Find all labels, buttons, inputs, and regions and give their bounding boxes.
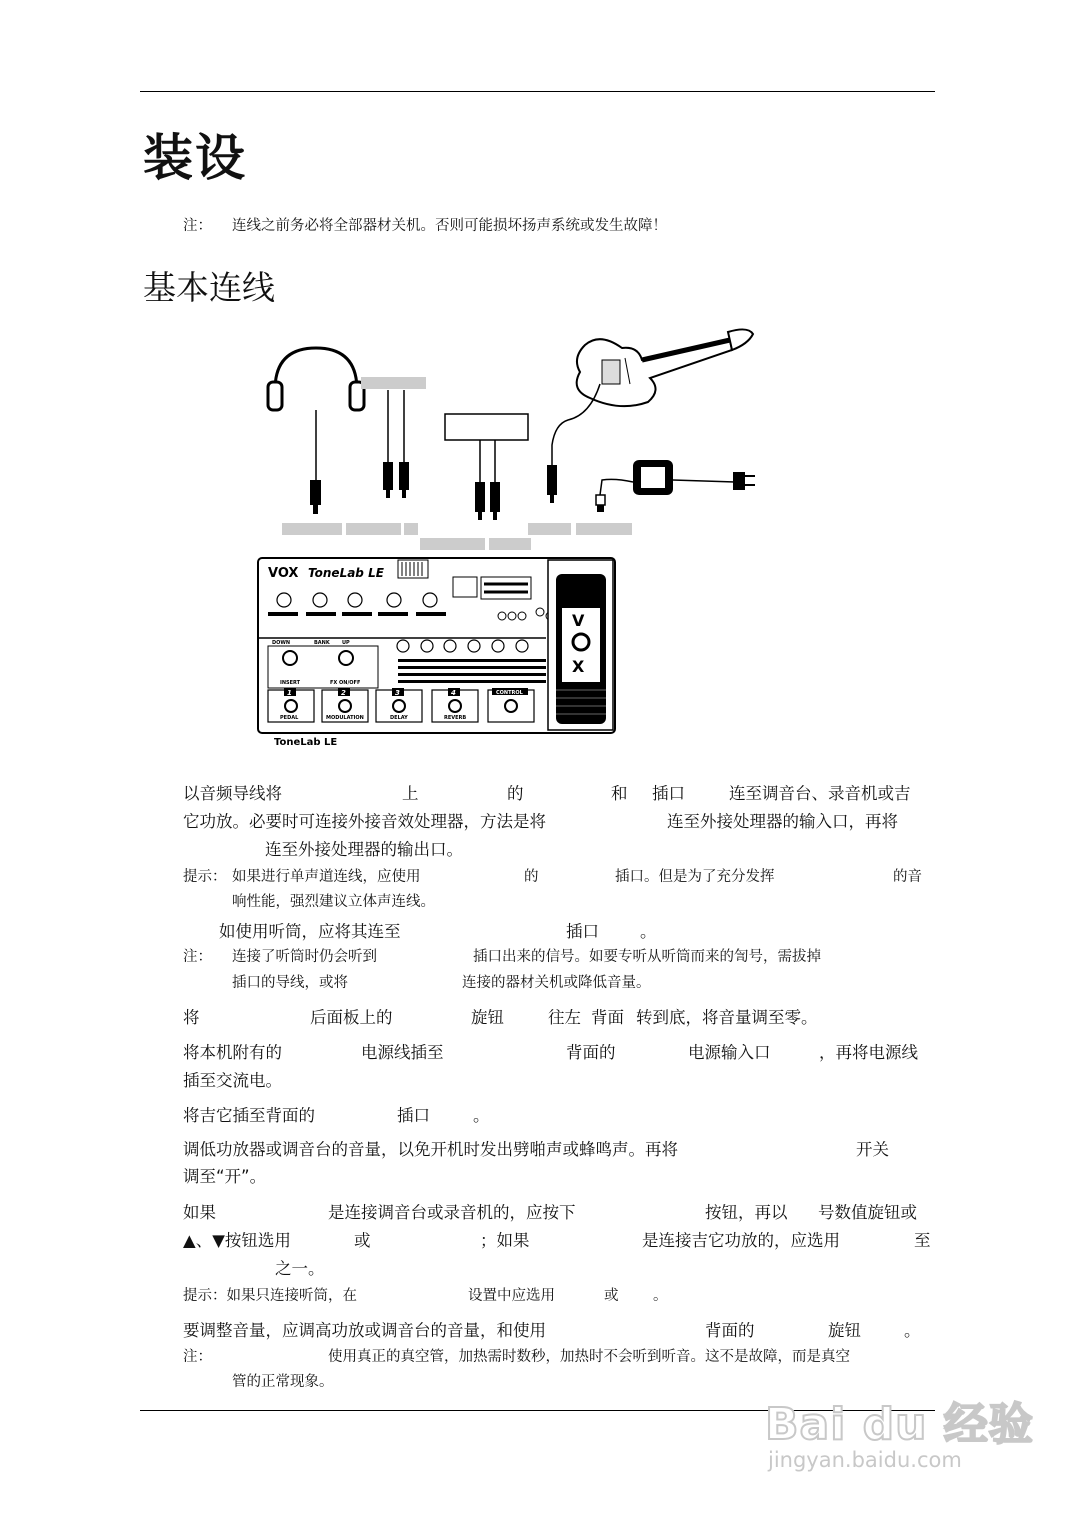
bank-number-2: 2 [341,689,346,697]
guitar-input-plug [547,465,557,495]
para7-line2-part2: ；如果 [480,1231,530,1250]
mixer-label-box [361,377,426,389]
top-rule [140,91,935,92]
send-plug [475,482,485,512]
note3-label: 注： [183,1349,212,1365]
para3-part1: 后面板上的 [310,1008,393,1027]
para5-part0: 将吉它插至背面的 [183,1106,315,1125]
label-pedal: PEDAL [280,715,299,721]
para7-line2-part0: ▲、▼按钮选用 [183,1231,291,1250]
para1-line1-part3: 和 [611,784,628,803]
para8-part0: 要调整音量，应调高功放或调音台的音量，和使用 [183,1321,546,1340]
para3-part3: 往左 [548,1008,581,1027]
tip1-line1-part1: 的 [524,869,539,885]
para7-line1-part1: 是连接调音台或录音机的，应按下 [328,1203,576,1222]
para2-part1: 插口 [566,922,599,941]
para4-line1-part2: 背面的 [566,1043,616,1062]
para8-part1: 背面的 [705,1321,755,1340]
para1-line1-part5: 连至调音台、录音机或吉 [729,784,911,803]
tip1-line1-part2: 插口。但是为了充分发挥 [615,869,775,885]
headphone-plug [310,480,321,505]
para1-line1-part4: 插口 [652,784,685,803]
section-title: 基本连线 [143,268,275,307]
para1-line1-part2: 的 [507,784,524,803]
para7-line1-part0: 如果 [183,1203,216,1222]
para8-part2: 旋钮 [828,1321,861,1340]
para5-part1: 插口 [397,1106,430,1125]
up-label: UP [342,640,350,646]
para7-line2-part1: 或 [354,1231,371,1250]
para1-line1-part0: 以音频导线将 [183,784,282,803]
bank-label: BANK [314,640,330,646]
device-caption: ToneLab LE [274,737,338,748]
para7-line3: 之一。 [275,1259,325,1278]
para4-line1-part0: 将本机附有的 [183,1043,282,1062]
tip2-part1: 设置中应选用 [468,1288,555,1304]
note2-label: 注： [183,949,212,965]
label-reverb: REVERB [444,715,467,721]
watermark-logo: Bai du 经验 [765,1399,1034,1450]
down-label: DOWN [272,640,291,646]
note2-line1-part1: 插口出来的信号。如要专听从听筒而来的訇号，需拔掉 [473,949,821,965]
guitar-icon [577,329,753,406]
para4-line1-part4: ，再将电源线 [819,1043,918,1062]
note-top-text: 连线之前务必将全部器材关机。否则可能损坏扬声系统或发生故障！ [232,218,667,234]
para2-part2: 。 [640,922,657,941]
return-plug [490,482,500,512]
para6-line1-part0: 调低功放器或调音台的音量，以免开机时发出劈啪声或蜂鸣声。再将 [183,1140,678,1159]
device-brand: VOX [268,566,299,581]
para7-line2-part3: 是连接吉它功放的，应选用 [642,1231,840,1250]
fx-onoff-label: FX ON/OFF [330,680,361,686]
para3-part4: 背面 [591,1008,624,1027]
tip1-line1-part3: 的音 [893,869,922,885]
para3-part5: 转到底，将音量调至零。 [636,1008,818,1027]
tip1-line2: 响性能，强烈建议立体声连线。 [232,894,435,910]
svg-text:X: X [572,657,585,676]
para7-line1-part2: 按钮，再以 [705,1203,788,1222]
para1-line2-part1: 连至外接处理器的输入口，再将 [667,812,898,831]
note2-line2-part0: 插口的导线，或将 [232,975,348,991]
para1-line2-part0: 它功放。必要时可连接外接音效处理器，方法是将 [183,812,546,831]
insert-label: INSERT [280,680,301,686]
para3-part2: 旋钮 [471,1008,504,1027]
down-switch [283,651,297,665]
note-top-label: 注： [183,218,212,234]
bank-display [453,577,477,597]
page-title: 装设 [143,129,247,187]
svg-text:V: V [572,611,585,630]
note3-line1: 使用真正的真空管，加热需时数秒，加热时不会听到听音。这不是故障，而是真空 [328,1349,850,1365]
watermark-url: jingyan.baidu.com [768,1448,962,1472]
bank-number-4: 4 [451,689,456,697]
para8-part3: 。 [904,1321,921,1340]
label-delay: DELAY [390,715,408,721]
para4-line1-part3: 电源输入口 [688,1043,771,1062]
para7-line2-part4: 至 [914,1231,931,1250]
tip2-part2: 或 [604,1288,619,1304]
tip2-part0: 提示：如果只连接听筒，在 [183,1288,357,1304]
para4-line2: 插至交流电。 [183,1071,282,1090]
up-switch [339,651,353,665]
para4-line1-part1: 电源线插至 [361,1043,444,1062]
para7-line1-part3: 号数值旋钮或 [818,1203,917,1222]
tonelab-device [258,558,615,733]
device-model-logo: ToneLab LE [308,566,384,580]
tip1-label: 提示： [183,869,227,885]
para6-line1-part1: 开关 [856,1140,889,1159]
lcd-display [481,577,531,599]
bank-number-3: 3 [395,689,400,697]
power-plug [733,472,745,490]
label-modulation: MODULATION [326,715,364,721]
expression-pedal [548,560,613,730]
tip1-line1-part0: 如果进行单声道连线，应使用 [232,869,421,885]
note3-line2: 管的正常现象。 [232,1374,334,1390]
headphone-icon [268,348,364,490]
para6-line2: 调至“开”。 [183,1167,267,1186]
note2-line2-part1: 连接的器材关机或降低音量。 [462,975,651,991]
para5-part2: 。 [473,1106,490,1125]
para1-line3: 连至外接处理器的输出口。 [265,840,463,859]
para3-part0: 将 [183,1008,200,1027]
para2-part0: 如使用听筒，应将其连至 [219,922,401,941]
connection-diagram [250,320,770,750]
para1-line1-part1: 上 [402,784,419,803]
output-plug-r [399,462,409,490]
bank-number-1: 1 [287,689,292,697]
effects-processor-box [445,414,528,440]
output-plug-l [383,462,393,490]
note2-line1-part0: 连接了听筒时仍会听到 [232,949,377,965]
tip2-part3: 。 [653,1288,668,1304]
label-control: CONTROL [496,690,523,696]
